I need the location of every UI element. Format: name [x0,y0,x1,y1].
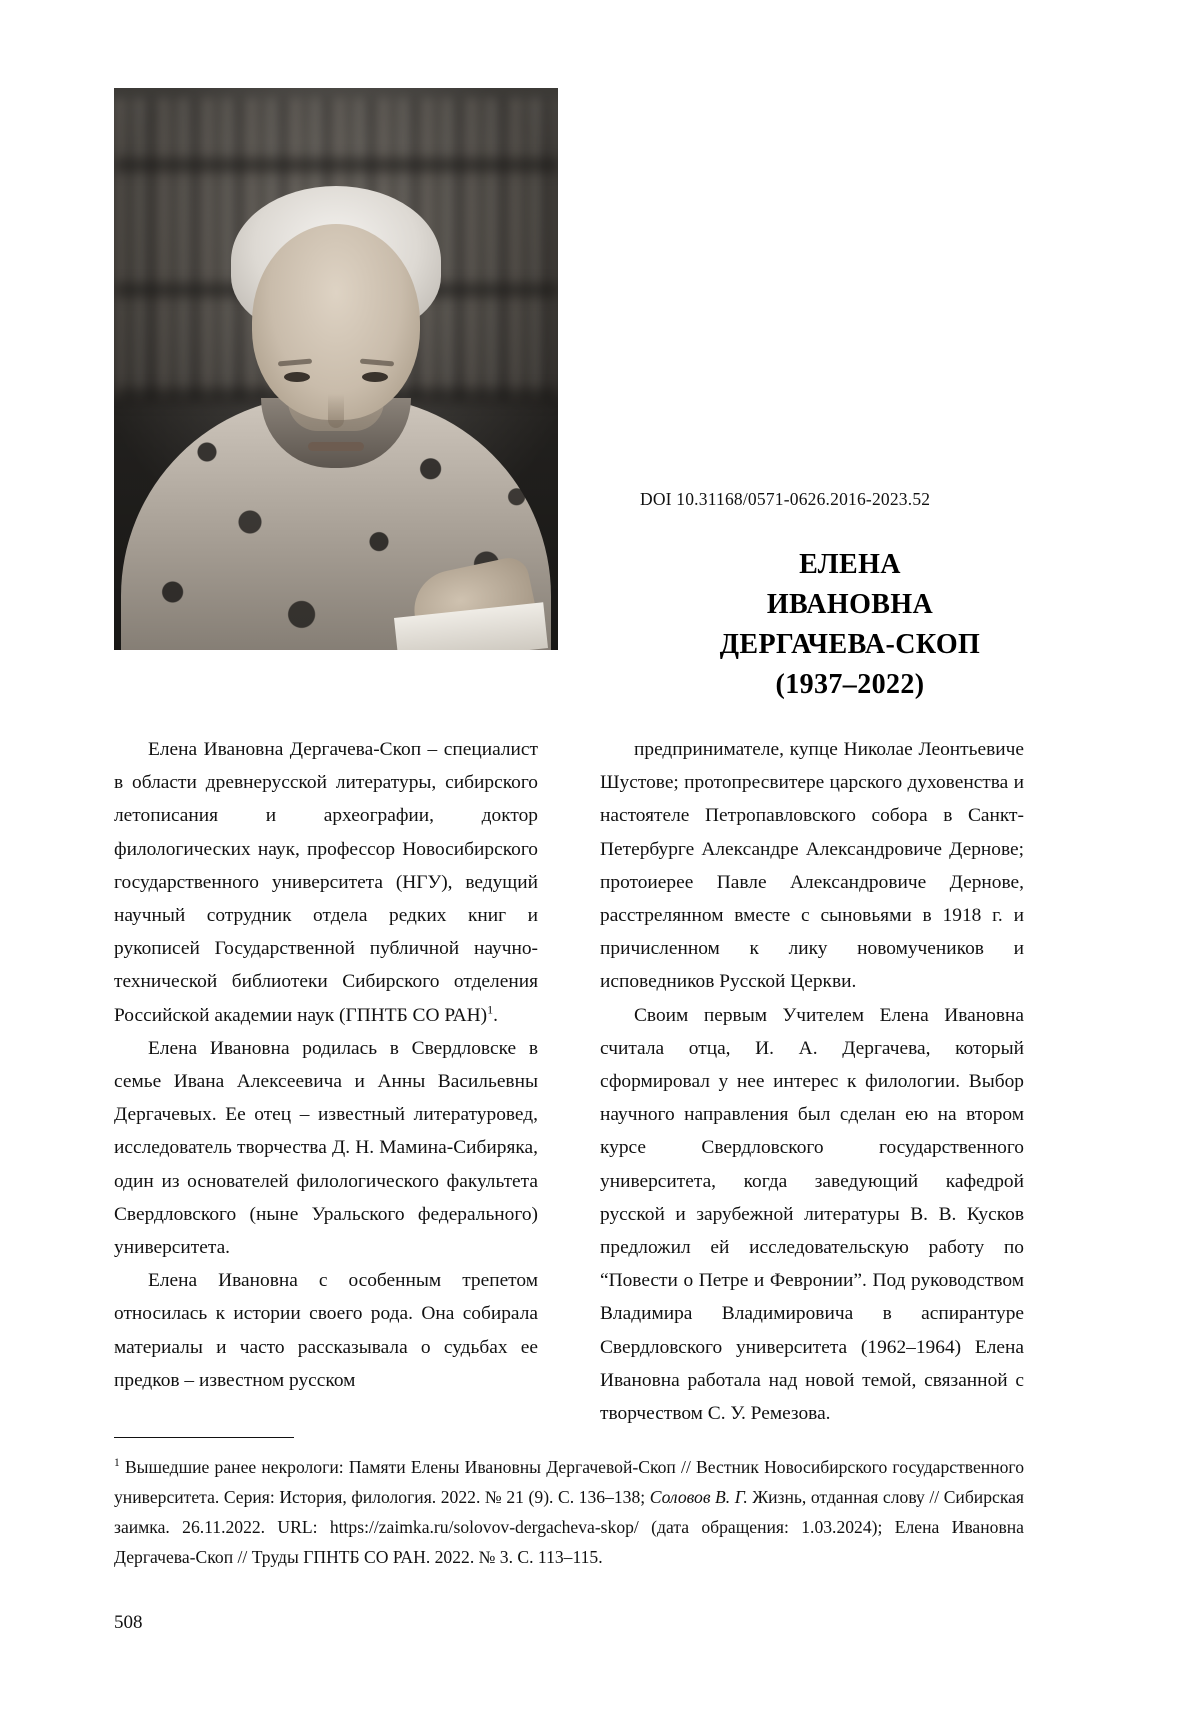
body-column-left [114,733,538,1397]
footnote-italic-author: Соловов В. Г. [649,1487,748,1507]
portrait-photo [114,88,558,650]
eye-right [362,372,388,382]
body-column-right [600,733,1024,1430]
footnote-part-2: Жизнь, отданная слову // Сибирская заимка. 26.11.2022. URL: https://zaimka.ru/solovov-dergacheva-skop/ (дата обращения: 1.03.2024); Елена Ивановна Дергачева-Скоп // Труды ГПНТБ СО РАН. 2022. № 3. С. 113–115. [114,1487,1025,1567]
nose [328,394,344,428]
face [252,224,420,420]
doi-text: DOI 10.31168/0571-0626.2016-2023.52 [640,489,931,509]
eyebrow-right [360,359,394,367]
portrait-subject [126,146,546,650]
page-number: 508 [114,1612,143,1633]
paragraph [114,733,538,1032]
title-line-4: (1937–2022) [775,669,925,700]
footnote-marker: 1 [114,1457,120,1470]
title-line-2: ИВАНОВНА [766,589,934,620]
page-title [600,545,1100,705]
paragraph: Своим первым Учителем Елена Ивановна считала отца, И. А. Дергачева, который сформировал у нее интерес к филологии. Выбор научного направления был сделан ею на втором курсе Свердловского государственного университета, когда заведующий кафедрой русской и зарубежной литературы В. В. Кусков предложил ей исследовательскую работу по “Повести о Петре и Февронии”. Под руководством Владимира Владимировича в аспирантуре Свердловского университета (1962–1964) Елена Ивановна работала над новой темой, связанной с творчеством С. У. Ремезова. [600,1004,1024,1425]
paragraph-tail: . [493,1004,498,1026]
eyebrow-left [278,359,312,367]
paragraph-text: Елена Ивановна Дергачева-Скоп – специалист в области древнерусской литературы, сибирского летописания и археографии, доктор филологических наук, профессор Новосибирского государственного университета (НГУ), ведущий научный сотрудник отдела редких книг и рукописей Государственной публичной научно-технической библиотеки Сибирского отделения Российской академии наук (ГПНТБ СО РАН) [114,739,538,1026]
footnote [114,1452,1024,1572]
paragraph: Елена Ивановна родилась в Свердловске в семье Ивана Алексеевича и Анны Васильевны Дергачевых. Ее отец – известный литературовед, исследователь творчества Д. Н. Мамина-Сибиряка, один из основателей филологического факультета Свердловского (ныне Уральского федерального) университета. [114,1037,538,1259]
eye-left [284,372,310,382]
title-line-1: ЕЛЕНА [799,549,901,580]
mouth [308,442,364,451]
paragraph: предпринимателе, купце Николае Леонтьевиче Шустове; протопресвитере царского духовенства и настоятеле Петропавловского собора в Санкт-Петербурге Александре Александровиче Дернове; протоиерее Павле Александровиче Дернове, расстрелянном вместе с сыновьями в 1918 г. и причисленном к лику новомучеников и исповедников Русской Церкви. [600,739,1024,993]
footnote-rule [114,1437,294,1438]
paragraph: Елена Ивановна с особенным трепетом относилась к истории своего рода. Она собирала материалы и часто рассказывала о судьбах ее предков – известном русском [114,1270,538,1391]
footnote-part-1: Вышедшие ранее некрологи: Памяти Елены Ивановны Дергачевой-Скоп // Вестник Новосибирского государственного университета. Серия: История, филология. 2022. № 21 (9). С. 136–138; [114,1457,1024,1507]
title-line-3: ДЕРГАЧЕВА-СКОП [719,629,981,660]
footnote-reference[interactable]: 1 [487,1002,494,1017]
photo-background [114,88,558,650]
